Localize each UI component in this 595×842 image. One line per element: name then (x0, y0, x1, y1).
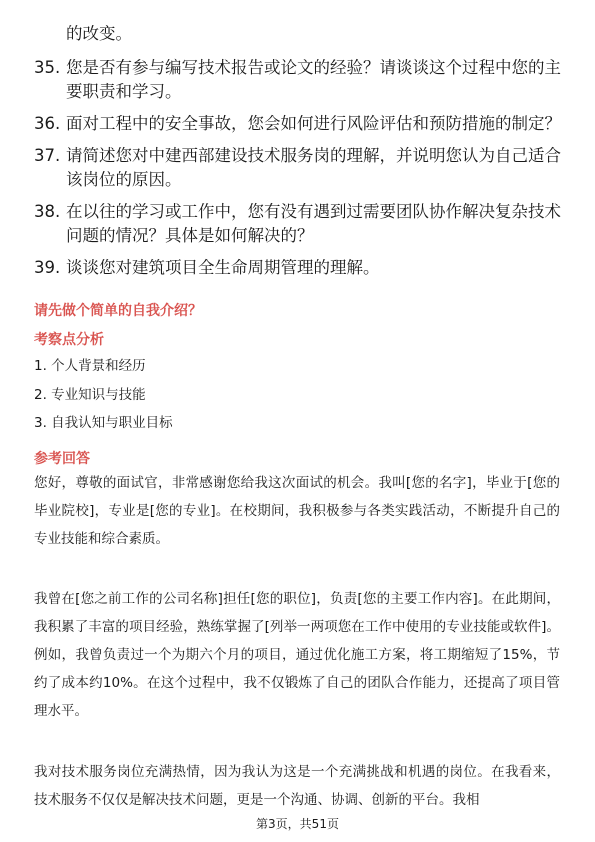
answer-paragraph: 您好，尊敬的面试官，非常感谢您给我这次面试的机会。我叫[您的名字]，毕业于[您的毕业院校]，专业是[您的专业]。在校期间，我积极参与各类实践活动，不断提升自己的专业技能和综合素质。 (34, 475, 560, 547)
question-item (34, 144, 564, 192)
page-footer: 第3页，共51页 (256, 817, 339, 831)
question-continuation: 的改变。 (66, 24, 132, 43)
question-number: 35. (34, 58, 61, 77)
question-number: 37. (34, 146, 61, 165)
question-list (34, 56, 564, 288)
analysis-item: 1. 个人背景和经历 (34, 358, 146, 374)
section-question-heading: 请先做个简单的自我介绍？ (34, 303, 202, 319)
analysis-item: 2. 专业知识与技能 (34, 387, 146, 403)
question-number: 39. (34, 258, 61, 277)
question-text: 谈谈您对建筑项目全生命周期管理的理解。 (66, 258, 380, 277)
question-text: 请简述您对中建西部建设技术服务岗的理解，并说明您认为自己适合该岗位的原因。 (66, 146, 561, 189)
question-text: 在以往的学习或工作中，您有没有遇到过需要团队协作解决复杂技术问题的情况？具体是如何解决的？ (66, 202, 561, 245)
question-item (34, 112, 564, 136)
question-number: 38. (34, 202, 61, 221)
analysis-item: 3. 自我认知与职业目标 (34, 415, 173, 431)
analysis-heading: 考察点分析 (34, 332, 104, 348)
question-text: 面对工程中的安全事故，您会如何进行风险评估和预防措施的制定？ (66, 114, 561, 133)
answer-heading: 参考回答 (34, 451, 90, 467)
question-number: 36. (34, 114, 61, 133)
question-text: 您是否有参与编写技术报告或论文的经验？请谈谈这个过程中您的主要职责和学习。 (66, 58, 561, 101)
answer-paragraph: 我曾在[您之前工作的公司名称]担任[您的职位]，负责[您的主要工作内容]。在此期间，我积累了丰富的项目经验，熟练掌握了[列举一两项您在工作中使用的专业技能或软件]。例如，我曾负责过一个为期六个月的项目，通过优化施工方案，将工期缩短了15%，节约了成本约10%。在这个过程中，我不仅锻炼了自己的团队合作能力，还提高了项目管理水平。 (34, 591, 560, 719)
question-item (34, 56, 564, 104)
question-item (34, 200, 564, 248)
question-item (34, 256, 564, 280)
answer-paragraph: 我对技术服务岗位充满热情，因为我认为这是一个充满挑战和机遇的岗位。在我看来，技术服务不仅仅是解决技术问题，更是一个沟通、协调、创新的平台。我相 (34, 764, 560, 808)
